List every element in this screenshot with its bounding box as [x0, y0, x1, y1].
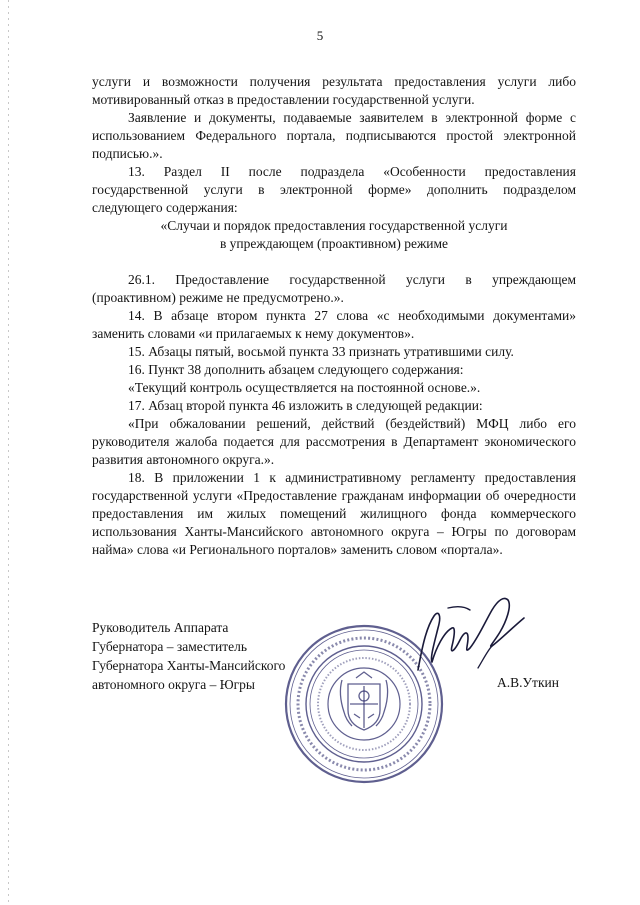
document-body	[92, 73, 576, 559]
paragraph-item-26-1: 26.1. Предоставление государственной услуги в упреждающем (проактивном) режиме не предусмотрено.».	[92, 272, 576, 305]
subsection-title-line-1: «Случаи и порядок предоставления государственной услуги	[160, 218, 508, 233]
signature-block	[92, 618, 285, 694]
signer-title-line-3: Губернатора Ханты-Мансийского	[92, 658, 286, 673]
signer-title-line-2: Губернатора – заместитель	[92, 639, 247, 654]
paragraph-appeal-quote: «При обжаловании решений, действий (бездействий) МФЦ либо его руководителя жалоба подается для рассмотрения в Департамент экономического развития автономного округа.».	[92, 416, 576, 467]
blank-line	[92, 253, 576, 271]
paragraph-electronic-signature: Заявление и документы, подаваемые заявителем в электронной форме с использованием Федерального портала, подписываются простой электронной подписью.».	[92, 110, 576, 161]
paragraph-control-quote: «Текущий контроль осуществляется на постоянной основе.».	[128, 380, 481, 395]
page-number: 5	[316, 28, 324, 43]
paragraph-item-15: 15. Абзацы пятый, восьмой пункта 33 признать утратившими силу.	[128, 344, 514, 359]
signer-name: А.В.Уткин	[497, 675, 559, 690]
paragraph-item-16: 16. Пункт 38 дополнить абзацем следующего содержания:	[128, 362, 464, 377]
signer-title-line-1: Руководитель Аппарата	[92, 620, 229, 635]
paragraph-item-13: 13. Раздел II после подраздела «Особенности предоставления государственной услуги в электронной форме» дополнить подразделом следующего содержания:	[92, 164, 576, 215]
handwritten-signature	[408, 588, 538, 684]
scan-edge-rule	[8, 0, 9, 905]
subsection-title-line-2: в упреждающем (проактивном) режиме	[219, 236, 449, 251]
paragraph-item-14: 14. В абзаце втором пункта 27 слова «с необходимыми документами» заменить словами «и прилагаемых к нему документов».	[92, 308, 576, 341]
paragraph-item-17: 17. Абзац второй пункта 46 изложить в следующей редакции:	[128, 398, 483, 413]
paragraph-item-18: 18. В приложении 1 к административному регламенту предоставления государственной услуги «Предоставление гражданам информации об очередности предоставления им жилых помещений жилищного фонда коммерческого использования Ханты-Мансийского автономного округа – Югры по договорам найма» слова «и Регионального порталов» заменить словом «портала».	[92, 470, 576, 557]
paragraph-continuation: услуги и возможности получения результата предоставления услуги либо мотивированный отказ в предоставлении государственной услуги.	[92, 74, 576, 107]
signer-title-line-4: автономного округа – Югры	[92, 677, 255, 692]
